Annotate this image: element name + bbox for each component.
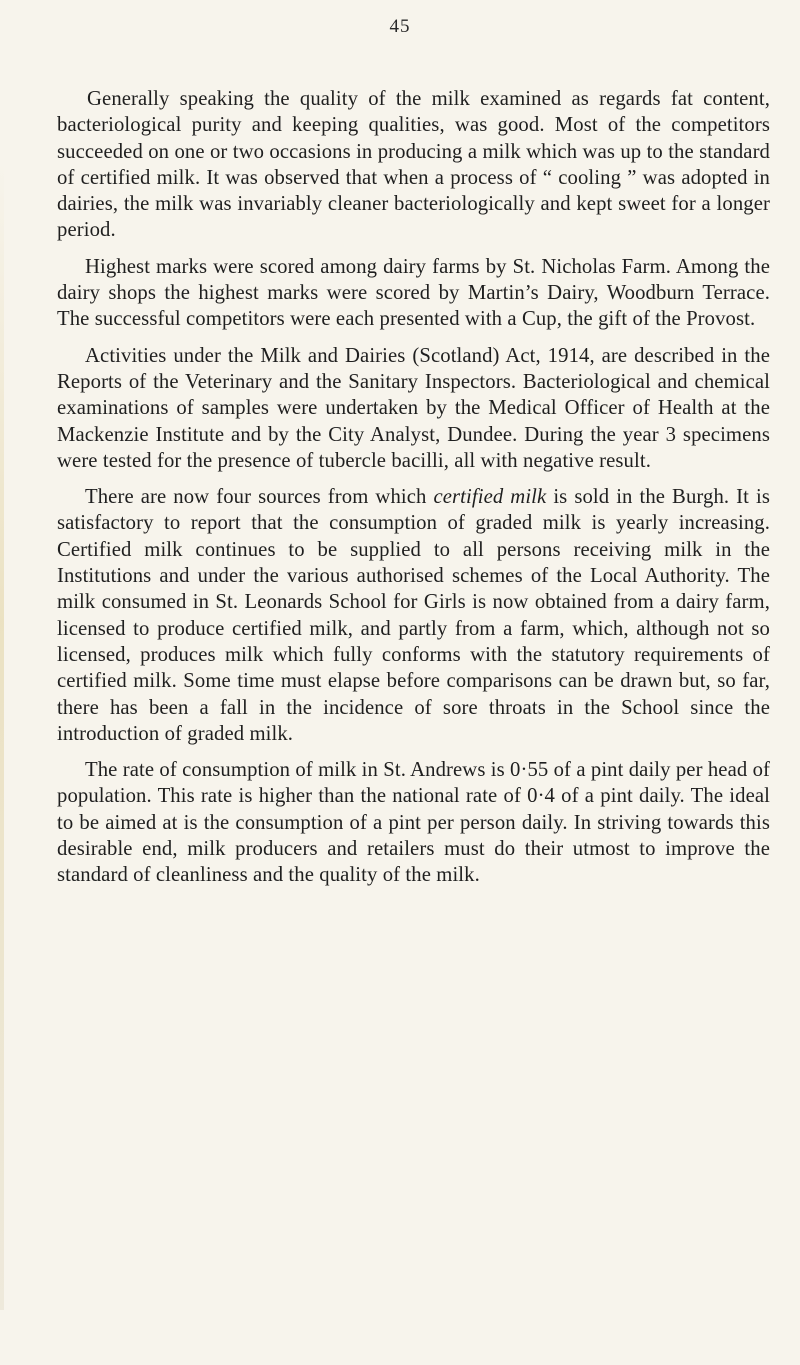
paragraph-milk-quality: Generally speaking the quality of the milk examined as regards fat content, bacteriological purity and keeping qualities, was good. Most of the competitors succeeded on one or two occasions in producing a milk which was up to the standard of certified milk. It was observed that when a process of “ cooling ” was adopted in dairies, the milk was invariably cleaner bacteriologically and kept sweet for a longer period. bbox=[57, 88, 770, 242]
certified-milk-emphasis: certified milk bbox=[433, 486, 547, 509]
paragraph-consumption-rate: The rate of consumption of milk in St. Andrews is 0·55 of a pint daily per head of population. This rate is higher than the national rate of 0·4 of a pint daily. The ideal to be aimed at is the consumption of a pint per person daily. In striving towards this desirable end, milk producers and retailers must do their utmost to improve the standard of cleanliness and the quality of the milk. bbox=[57, 759, 771, 887]
paragraph-milk-and-dairies-act: Activities under the Milk and Dairies (Scotland) Act, 1914, are described in the Reports of the Veterinary and the Sanitary Inspectors. Bacteriological and chemical examinations of samples were undertaken by the Medical Officer of Health at the Mackenzie Institute and by the City Analyst, Dundee. During the year 3 specimens were tested for the presence of tubercle bacilli, all with negative result. bbox=[57, 344, 770, 472]
paragraph-text-start: There are now four sources from which bbox=[85, 486, 434, 509]
paragraph-highest-marks: Highest marks were scored among dairy farms by St. Nicholas Farm. Among the dairy shops the highest marks were scored by Martin’s Dairy, Woodburn Terrace. The successful competitors were each presented with a Cup, the gift of the Provost. bbox=[57, 255, 770, 331]
page-edge-stain bbox=[0, 160, 4, 1310]
paragraph-text-end: is sold in the Burgh. It is satisfactory to report that the consumption of graded milk is yearly increasing. Certified milk continues to be supplied to all persons receiving milk in the Institutions and under the various authorised schemes of the Local Authority. The milk consumed in St. Leonards School for Girls is now obtained from a dairy farm, licensed to produce certified milk, and partly from a farm, which, although not so licensed, produces milk which fully conforms with the statutory requirements of certified milk. Some time must elapse before comparisons can be drawn but, so far, there has been a fall in the incidence of sore throats in the School since the introduction of graded milk. bbox=[57, 486, 770, 745]
report-body bbox=[57, 86, 770, 899]
page-number: 45 bbox=[389, 16, 411, 37]
paragraph-certified-milk-sources bbox=[57, 484, 770, 747]
